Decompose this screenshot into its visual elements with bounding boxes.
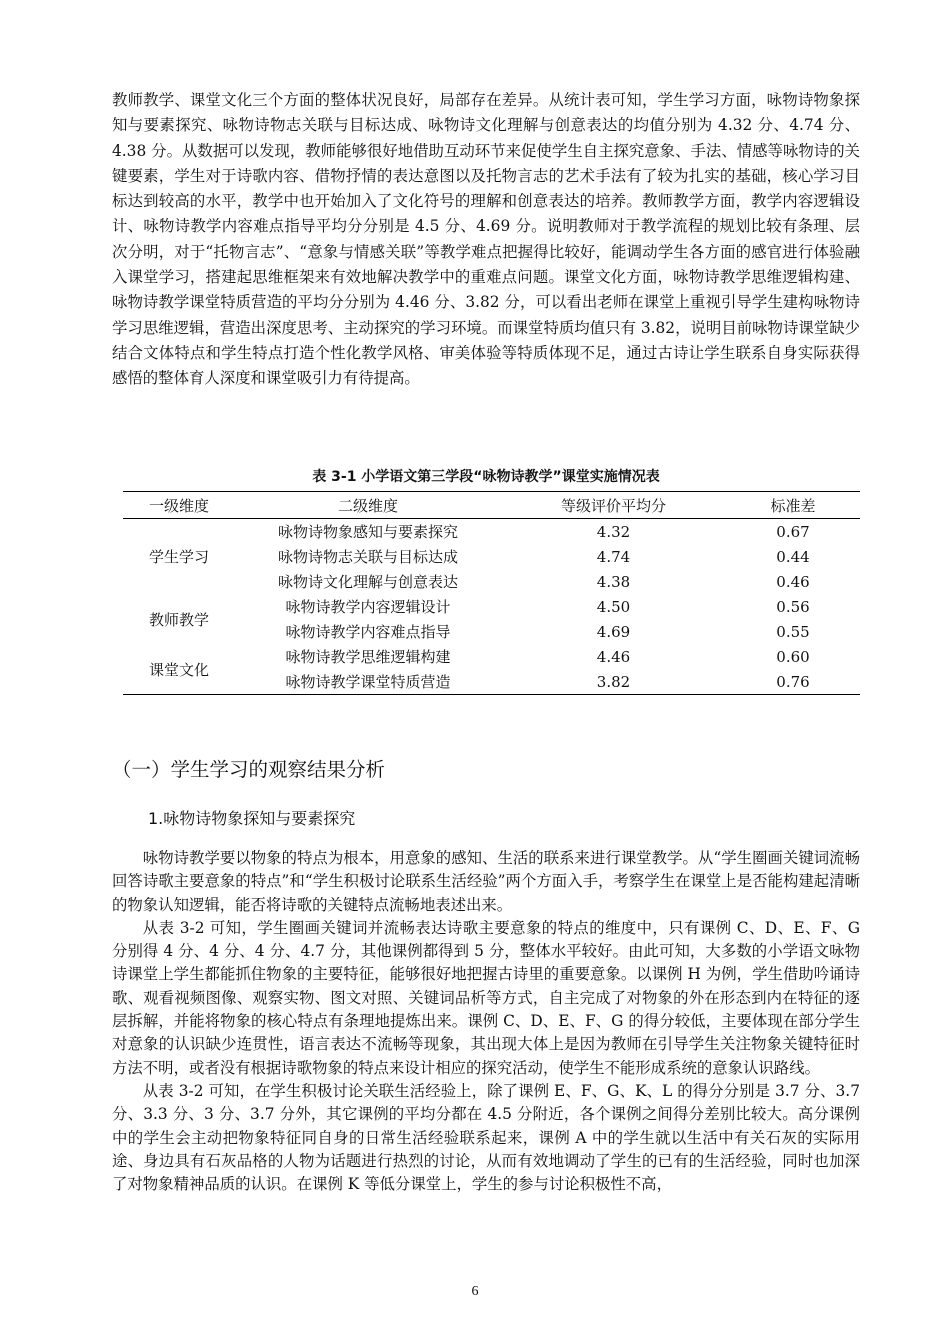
sub-dimension-cell: 咏物诗教学内容难点指导 <box>285 623 451 641</box>
table-row <box>123 644 860 669</box>
table-row <box>123 519 860 545</box>
std-dev-cell: 0.46 <box>776 572 810 591</box>
body-paragraph: 从表 3-2 可知，在学生积极讨论关联生活经验上，除了课例 E、F、G、K、L 的得分分别是 3.7 分、3.7 分、3.3 分、3 分、3.7 分外，其它课例的平均分都在 4.5 分附近，各个课例之间得分差别比较大。高分课例中的学生会主动把物象特征同自身的日常生活经验联系起来，课例 A 中的学生就以生活中有关石灰的实际用途、身边具有石灰品格的人物为话题进行热烈的讨论，从而有效地调动了学生的已有的生活经验，同时也加深了对物象精神品质的认识。在课例 K 等低分课堂上，学生的参与讨论积极性不高， <box>112 1081 860 1194</box>
body-paragraph: 从表 3-2 可知，学生圈画关键词并流畅表达诗歌主要意象的特点的维度中，只有课例 C、D、E、F、G 分别得 4 分、4 分、4 分、4.7 分，其他课例都得到 5 分，整体水平较好。由此可知，大多数的小学语文咏物诗课堂上学生都能抓住物象的主要特征，能够很好地把握古诗里的重要意象。以课例 H 为例，学生借助吟诵诗歌、观看视频图像、观察实物、图文对照、关键词品析等方式，自主完成了对物象的外在形态到内在特征的逐层拆解，并能将物象的核心特点有条理地提炼出来。课例 C、D、E、F、G 的得分较低，主要体现在部分学生对意象的认识缺少连贯性，语言表达不流畅等现象，其出现大体上是因为教师在引导学生关注物象关键特征时方法不明，或者没有根据诗歌物象的特点来设计相应的探究活动，使学生不能形成系统的意象认识路线。 <box>112 918 860 1077</box>
evaluation-table <box>123 491 860 695</box>
std-dev-cell: 0.67 <box>776 522 810 541</box>
table-caption: 表 3-1 小学语文第三学段“咏物诗教学”课堂实施情况表 <box>312 469 660 485</box>
average-cell: 4.50 <box>596 597 631 616</box>
sub-dimension-cell: 咏物诗文化理解与创意表达 <box>277 573 458 591</box>
table-header-row <box>123 492 860 519</box>
page-number: 6 <box>471 1284 479 1299</box>
std-dev-cell: 0.56 <box>776 597 810 616</box>
group-cell: 课堂文化 <box>148 660 209 679</box>
body-paragraph: 咏物诗教学要以物象的特点为根本，用意象的感知、生活的联系来进行课堂教学。从“学生圈画关键词流畅回答诗歌主要意象的特点”和“学生积极讨论联系生活经验”两个方面入手，考察学生在课堂上是否能构建起清晰的物象认知逻辑，能否将诗歌的关键特点流畅地表述出来。 <box>112 849 860 914</box>
header-average: 等级评价平均分 <box>560 496 666 515</box>
average-cell: 4.74 <box>596 547 631 566</box>
average-cell: 3.82 <box>596 672 631 691</box>
intro-paragraph: 教师教学、课堂文化三个方面的整体状况良好，局部存在差异。从统计表可知，学生学习方面，咏物诗物象探知与要素探究、咏物诗物志关联与目标达成、咏物诗文化理解与创意表达的均值分别为 4.32 分、4.74 分、4.38 分。从数据可以发现，教师能够很好地借助互动环节来促使学生自主探究意象、手法、情感等咏物诗的关键要素，学生对于诗歌内容、借物抒情的表达意图以及托物言志的艺术手法有了较为扎实的基础，核心学习目标达到较高的水平，教学中也开始加入了文化符号的理解和创意表达的培养。教师教学方面，教学内容逻辑设计、咏物诗教学内容难点指导平均分分别是 4.5 分、4.69 分。说明教师对于教学流程的规划比较有条理、层次分明，对于“托物言志”、“意象与情感关联”等教学难点把握得比较好，能调动学生各方面的感官进行体验融入课堂学习，搭建起思维框架来有效地解决教学中的重难点问题。课堂文化方面，咏物诗教学思维逻辑构建、咏物诗教学课堂特质营造的平均分分别为 4.46 分、3.82 分，可以看出老师在课堂上重视引导学生建构咏物诗学习思维逻辑，营造出深度思考、主动探究的学习环境。而课堂特质均值只有 3.82，说明目前咏物诗课堂缺少结合文体特点和学生特点打造个性化教学风格、审美体验等特质体现不足，通过古诗让学生联系自身实际获得感悟的整体育人深度和课堂吸引力有待提高。 <box>112 91 860 388</box>
sub-dimension-cell: 咏物诗物志关联与目标达成 <box>277 548 458 566</box>
subsection-heading: 1.咏物诗物象探知与要素探究 <box>148 809 356 828</box>
section-heading: （一）学生学习的观察结果分析 <box>112 758 386 781</box>
average-cell: 4.69 <box>596 622 631 641</box>
average-cell: 4.46 <box>596 647 631 666</box>
average-cell: 4.38 <box>596 572 631 591</box>
body-text <box>112 847 860 1196</box>
sub-dimension-cell: 咏物诗物象感知与要素探究 <box>277 523 458 541</box>
sub-dimension-cell: 咏物诗教学内容逻辑设计 <box>285 598 451 616</box>
sub-dimension-cell: 咏物诗教学思维逻辑构建 <box>285 648 451 666</box>
std-dev-cell: 0.76 <box>776 672 810 691</box>
header-level2: 二级维度 <box>337 496 398 515</box>
std-dev-cell: 0.60 <box>776 647 810 666</box>
header-level1: 一级维度 <box>148 496 209 515</box>
group-cell: 学生学习 <box>148 548 209 566</box>
std-dev-cell: 0.44 <box>776 547 810 566</box>
table-row <box>123 594 860 619</box>
std-dev-cell: 0.55 <box>776 622 810 641</box>
average-cell: 4.32 <box>596 522 631 541</box>
group-cell: 教师教学 <box>148 610 209 629</box>
header-std-dev: 标准差 <box>770 496 816 515</box>
sub-dimension-cell: 咏物诗教学课堂特质营造 <box>285 673 451 691</box>
